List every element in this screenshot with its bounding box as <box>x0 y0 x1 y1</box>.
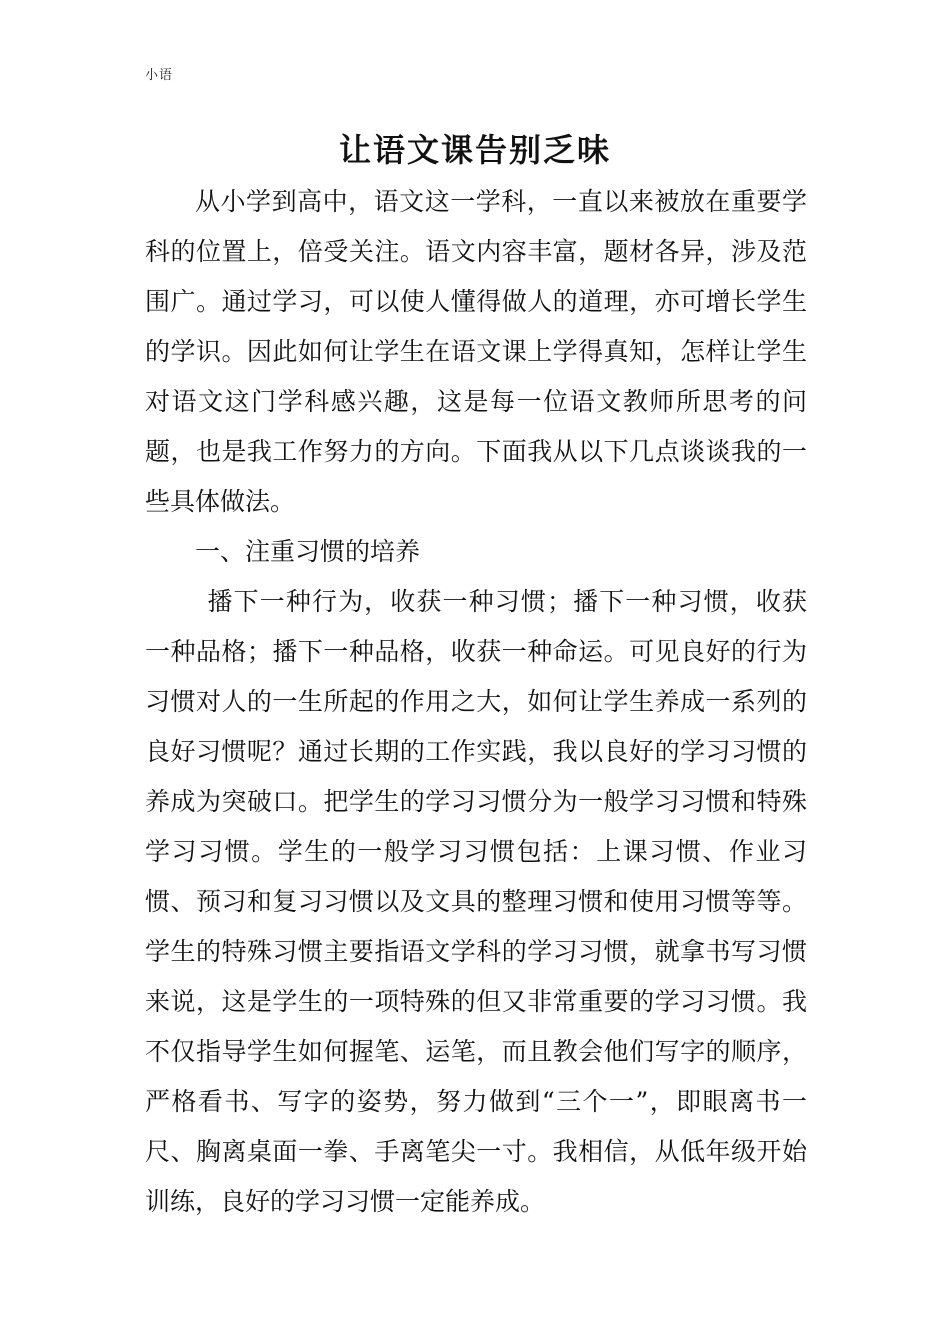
paragraph-habits: 播下一种行为，收获一种习惯；播下一种习惯，收获一种品格；播下一种品格，收获一种命运。可见良好的行为习惯对人的一生所起的作用之大，如何让学生养成一系列的良好习惯呢？通过长期的工作实践，我以良好的学习习惯的养成为突破口。把学生的学习习惯分为一般学习习惯和特殊学习习惯。学生的一般学习习惯包括：上课习惯、作业习惯、预习和复习习惯以及文具的整理习惯和使用习惯等等。学生的特殊习惯主要指语文学科的学习习惯，就拿书写习惯来说，这是学生的一项特殊的但又非常重要的学习习惯。我不仅指导学生如何握笔、运笔，而且教会他们写字的顺序，严格看书、写字的姿势，努力做到“三个一”，即眼离书一尺、胸离桌面一拳、手离笔尖一寸。我相信，从低年级开始训练，良好的学习习惯一定能养成。 <box>145 587 807 1216</box>
page-header-label: 小语 <box>145 68 174 83</box>
document-title: 让语文课告别乏味 <box>338 131 611 169</box>
paragraph-intro: 从小学到高中，语文这一学科，一直以来被放在重要学科的位置上，倍受关注。语文内容丰富，题材各异，涉及范围广。通过学习，可以使人懂得做人的道理，亦可增长学生的学识。因此如何让学生在语文课上学得真知，怎样让学生对语文这门学科感兴趣，这是每一位语文教师所思考的问题，也是我工作努力的方向。下面我从以下几点谈谈我的一些具体做法。 <box>145 187 807 516</box>
section-heading: 一、注重习惯的培养 <box>195 537 421 566</box>
document-body <box>145 177 807 1227</box>
